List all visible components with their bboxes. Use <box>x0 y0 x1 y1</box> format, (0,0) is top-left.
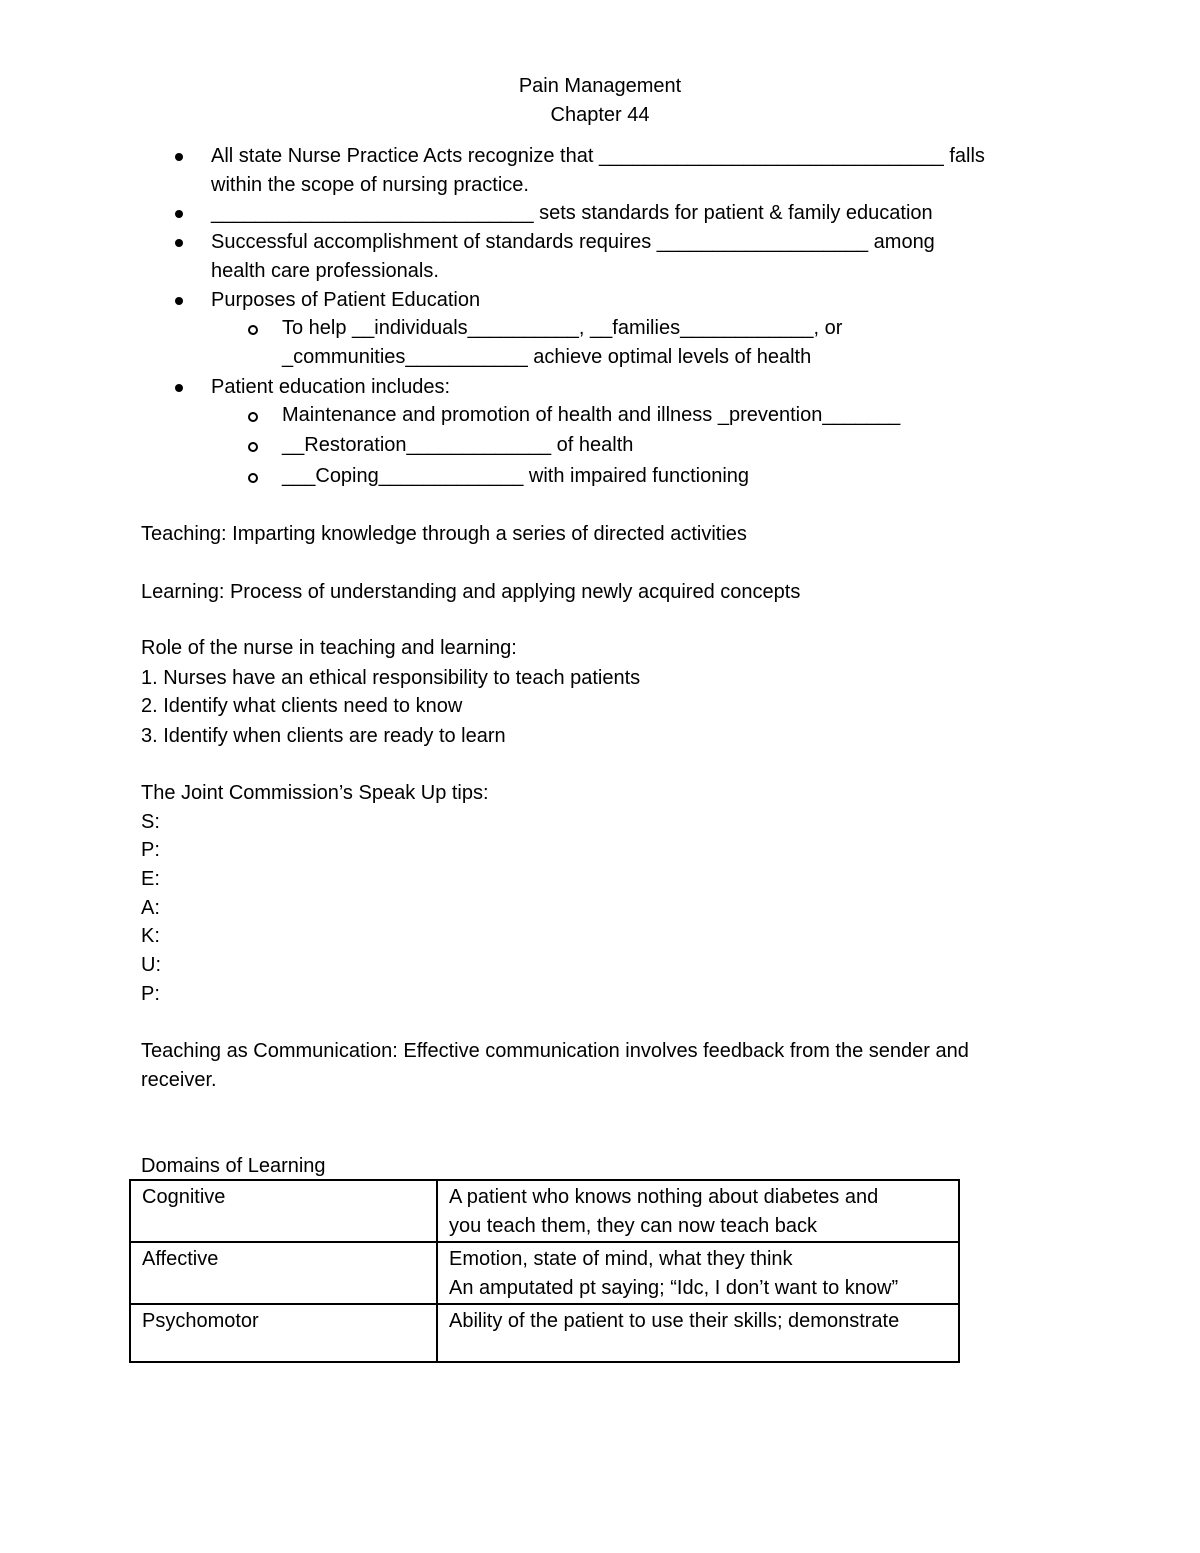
domain-description-cell: Ability of the patient to use their skills; demonstrate <box>437 1304 959 1362</box>
communication-text: Teaching as Communication: Effective communication involves feedback from the sender and <box>141 1040 969 1062</box>
list-item-continued: health care professionals. <box>211 260 439 282</box>
list-item: All state Nurse Practice Acts recognize that _______________________________ falls <box>211 145 985 167</box>
document-title: Pain Management <box>518 75 682 97</box>
speak-up-letter: P: <box>141 839 160 861</box>
bullet-marker <box>175 239 183 247</box>
domain-name-cell: Psychomotor <box>130 1304 437 1362</box>
speak-up-letter: P: <box>141 983 160 1005</box>
role-item: 1. Nurses have an ethical responsibility to teach patients <box>141 667 641 689</box>
speak-up-letter: E: <box>141 868 160 890</box>
domain-name-cell: Affective <box>130 1242 437 1304</box>
speak-up-letter: U: <box>141 954 161 976</box>
table-row <box>130 1304 959 1362</box>
list-item-continued: within the scope of nursing practice. <box>211 174 529 196</box>
list-item: _____________________________ sets standards for patient & family education <box>211 202 933 224</box>
domains-heading: Domains of Learning <box>141 1155 326 1177</box>
sub-bullet-marker <box>248 442 258 452</box>
bullet-marker <box>175 210 183 218</box>
learning-definition: Learning: Process of understanding and applying newly acquired concepts <box>141 581 801 603</box>
role-item: 2. Identify what clients need to know <box>141 695 463 717</box>
role-heading: Role of the nurse in teaching and learning: <box>141 637 517 659</box>
sub-list-item: To help __individuals__________, __families____________, or <box>282 317 843 339</box>
sub-list-item: ___Coping_____________ with impaired functioning <box>282 465 750 487</box>
sub-bullet-marker <box>248 473 258 483</box>
list-item: Patient education includes: <box>211 376 451 398</box>
teaching-definition: Teaching: Imparting knowledge through a series of directed activities <box>141 523 747 545</box>
sub-list-item: __Restoration_____________ of health <box>282 434 634 456</box>
bullet-marker <box>175 153 183 161</box>
communication-text-continued: receiver. <box>141 1069 217 1091</box>
bullet-marker <box>175 384 183 392</box>
sub-list-item-continued: _communities___________ achieve optimal levels of health <box>282 346 812 368</box>
speak-up-letter: A: <box>141 897 160 919</box>
table-row <box>130 1242 959 1304</box>
document-subtitle: Chapter 44 <box>550 104 650 126</box>
list-item: Successful accomplishment of standards requires ___________________ among <box>211 231 935 253</box>
bullet-marker <box>175 297 183 305</box>
domain-description-cell: A patient who knows nothing about diabetes and you teach them, they can now teach back <box>437 1180 959 1242</box>
speak-up-letter: K: <box>141 925 160 947</box>
sub-bullet-marker <box>248 325 258 335</box>
domain-description-cell: Emotion, state of mind, what they think An amputated pt saying; “Idc, I don’t want to know” <box>437 1242 959 1304</box>
domain-name-cell: Cognitive <box>130 1180 437 1242</box>
table-row <box>130 1180 959 1242</box>
sub-bullet-marker <box>248 412 258 422</box>
speak-up-letter: S: <box>141 811 160 833</box>
role-item: 3. Identify when clients are ready to learn <box>141 725 506 747</box>
speak-up-heading: The Joint Commission’s Speak Up tips: <box>141 782 489 804</box>
list-item: Purposes of Patient Education <box>211 289 481 311</box>
sub-list-item: Maintenance and promotion of health and illness _prevention_______ <box>282 404 901 426</box>
domains-table <box>129 1179 960 1363</box>
